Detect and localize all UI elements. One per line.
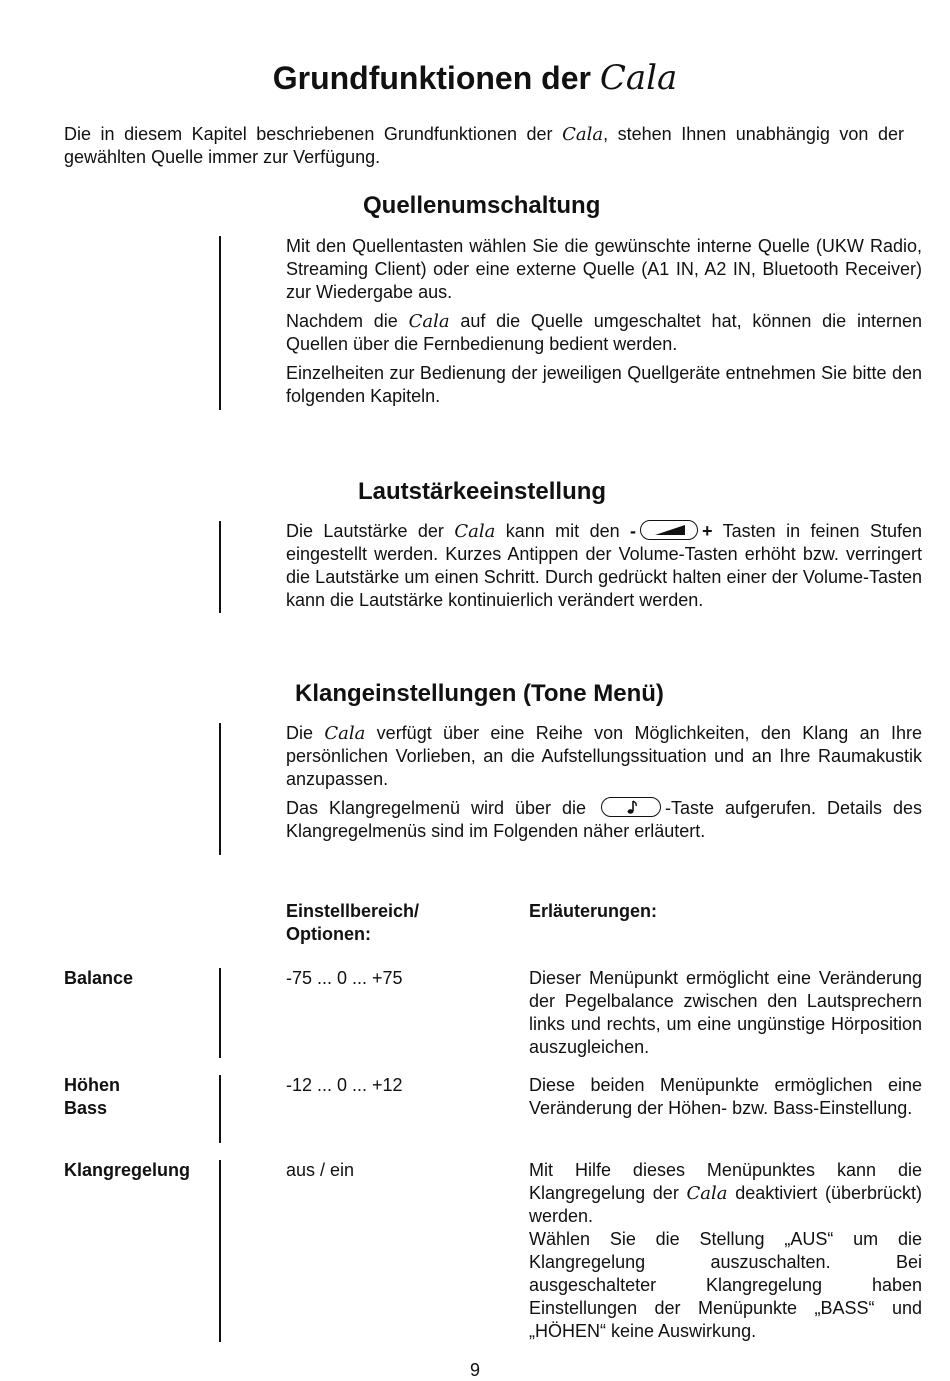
klang-p2-before: Das Klangregelmenü wird über die — [286, 798, 597, 818]
laut-text-after: Tasten in feinen Stufen eingestellt werden. Kurzes Antippen der Volume-Tasten erhöht bzw. verringert die Lautstärke um einen Schritt. Durch gedrückt halten einer der Volume-Tasten kann die Lautstärke kontinuierlich verändert werden. — [286, 521, 923, 610]
heading-klangeinstellungen: Klangeinstellungen (Tone Menü) — [295, 680, 664, 707]
row-desc-hoehen-bass: Diese beiden Menüpunkte ermöglichen eine Veränderung der Höhen- bzw. Bass-Einstellung. — [529, 1075, 922, 1118]
section-body-laut — [286, 520, 922, 618]
klang-paragraph-2 — [286, 797, 922, 843]
brand-inline: Cala — [408, 311, 450, 332]
row-label-hoehen: Höhen — [64, 1075, 120, 1095]
klangregelung-desc-after: deaktiviert (überbrückt) werden. — [529, 1183, 922, 1226]
row-range-balance: -75 ... 0 ... +75 — [286, 968, 403, 988]
brand-logo: Cala — [599, 58, 678, 98]
row-range-hoehen-bass: -12 ... 0 ... +12 — [286, 1075, 403, 1095]
laut-text-before: Die Lautstärke der — [286, 521, 455, 541]
intro-text-after: , stehen Ihnen unabhängig von der gewählten Quelle immer zur Verfügung. — [64, 124, 904, 167]
column-header-range-line1: Einstellbereich/ — [286, 901, 420, 921]
row-range-klangregelung: aus / ein — [286, 1160, 355, 1180]
klang-p2-after: -Taste aufgerufen. Details des Klangregelmenüs sind im Folgenden näher erläutert. — [286, 798, 922, 841]
row-bar-hoehen-bass — [219, 1075, 221, 1143]
row-label-bass: Bass — [64, 1098, 108, 1118]
page-title — [0, 58, 950, 98]
row-label-balance: Balance — [64, 968, 134, 988]
section-body-quellen — [286, 235, 922, 414]
section-bar-laut — [219, 521, 221, 613]
section-body-klang — [286, 722, 922, 849]
klangregelung-desc-before: Mit Hilfe dieses Menüpunktes kann die Klangregelung der — [529, 1160, 922, 1203]
quellen-p2-before: Nachdem die — [286, 311, 409, 331]
column-header-range — [286, 900, 419, 946]
column-header-range-line2: Optionen: — [286, 924, 371, 944]
klang-paragraph-1 — [286, 722, 922, 791]
page-number: 9 — [469, 1360, 480, 1380]
volume-key-icon — [640, 520, 698, 540]
quellen-paragraph-3: Einzelheiten zur Bedienung der jeweiligen Quellgeräte entnehmen Sie bitte den folgenden Kapiteln. — [286, 363, 922, 406]
plus-sign: + — [702, 521, 713, 541]
brand-inline: Cala — [686, 1183, 728, 1204]
intro-paragraph — [64, 123, 904, 169]
brand-inline: Cala — [454, 521, 496, 542]
section-bar-klang — [219, 723, 221, 855]
row-desc-klangregelung-1 — [529, 1159, 922, 1228]
row-label-hoehen-bass — [64, 1074, 120, 1120]
page-title-text: Grundfunktionen der — [272, 60, 591, 96]
row-bar-klangregelung — [219, 1160, 221, 1342]
klang-p1-before: Die — [286, 723, 325, 743]
heading-lautstaerke: Lautstärkeeinstellung — [358, 478, 607, 505]
quellen-paragraph-2 — [286, 310, 922, 356]
heading-quellenumschaltung: Quellenumschaltung — [363, 192, 601, 219]
tone-key-icon — [601, 797, 661, 817]
row-desc-klangregelung-2: Wählen Sie die Stellung „AUS“ um die Klangregelung auszuschalten. Bei ausgeschalteter Klangregelung haben Einstellungen der Menüpunkte „BASS“ und „HÖHEN“ keine Auswirkung. — [529, 1229, 922, 1341]
row-desc-klangregelung — [529, 1159, 922, 1343]
quellen-p2-after: auf die Quelle umgeschaltet hat, können die internen Quellen über die Fernbedienung bedient werden. — [286, 311, 922, 354]
row-label-klangregelung: Klangregelung — [64, 1160, 191, 1180]
column-header-desc: Erläuterungen: — [529, 901, 658, 921]
row-desc-balance: Dieser Menüpunkt ermöglicht eine Veränderung der Pegelbalance zwischen den Lautsprechern links und rechts, um eine ungünstige Hörposition auszugleichen. — [529, 968, 922, 1057]
klang-p1-after: verfügt über eine Reihe von Möglichkeiten, den Klang an Ihre persönlichen Vorlieben, an die Aufstellungssituation und an Ihre Raumakustik anzupassen. — [286, 723, 922, 789]
intro-text-before: Die in diesem Kapitel beschriebenen Grundfunktionen der — [64, 124, 563, 144]
row-bar-balance — [219, 968, 221, 1058]
brand-inline: Cala — [562, 124, 604, 145]
laut-paragraph — [286, 520, 922, 612]
brand-inline: Cala — [324, 723, 366, 744]
minus-sign: - — [630, 521, 637, 541]
section-bar-quellen — [219, 236, 221, 410]
laut-text-mid: kann mit den — [495, 521, 631, 541]
quellen-paragraph-1: Mit den Quellentasten wählen Sie die gewünschte interne Quelle (UKW Radio, Streaming Client) oder eine externe Quelle (A1 IN, A2 IN, Bluetooth Receiver) zur Wiedergabe aus. — [286, 236, 922, 302]
